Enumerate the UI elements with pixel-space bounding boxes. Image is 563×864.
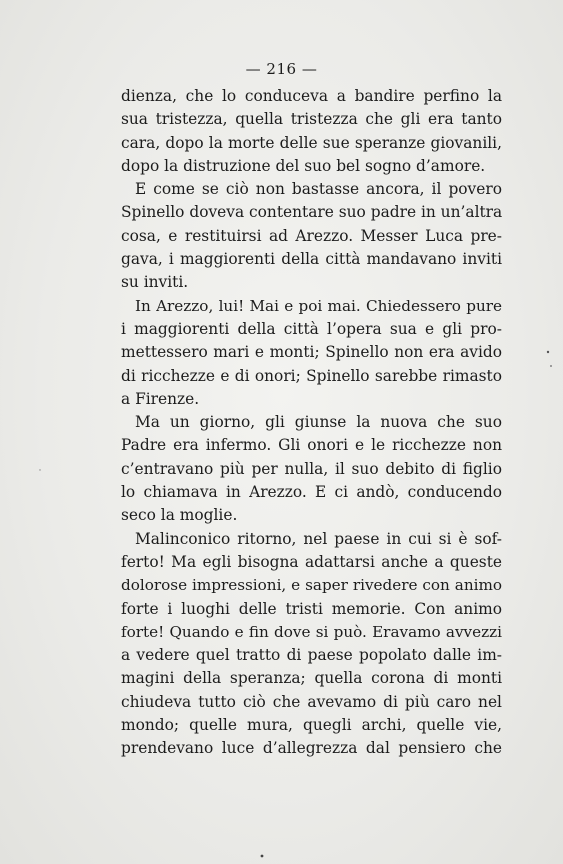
body-text <box>121 85 502 761</box>
text-line: seco la moglie. <box>121 506 238 525</box>
text-line: In Arezzo, lui! Mai e poi mai. Chiedessero pure <box>135 296 502 315</box>
text-line: dopo la distruzione del suo bel sogno d’amore. <box>121 156 486 175</box>
text-line: i maggiorenti della città l’opera sua e gli pro- <box>121 319 502 338</box>
text-line: forte! Quando e fin dove si può. Eravamo avvezzi <box>121 622 502 641</box>
text-line: su inviti. <box>121 273 189 292</box>
text-line: Malinconico ritorno, nel paese in cui si è sof- <box>135 529 502 548</box>
text-line: mettessero mari e monti; Spinello non era avido <box>121 343 502 362</box>
text-line: prendevano luce d’allegrezza dal pensiero che <box>121 739 502 758</box>
text-line: Ma un giorno, gli giunse la nuova che suo <box>135 413 502 432</box>
text-line: a Firenze. <box>121 389 200 408</box>
text-line: mondo; quelle mura, quegli archi, quelle vie, <box>121 716 502 735</box>
text-line: c’entravano più per nulla, il suo debito di figlio <box>121 459 502 478</box>
text-line: di ricchezze e di onori; Spinello sarebbe rimasto <box>121 366 502 385</box>
text-line: a vedere quel tratto di paese popolato dalle im- <box>121 646 502 665</box>
page-number: — 216 — <box>245 60 318 78</box>
text-line: gava, i maggiorenti della città mandavano inviti <box>121 250 502 269</box>
text-line: cosa, e restituirsi ad Arezzo. Messer Luca pre- <box>121 226 502 245</box>
text-line: dienza, che lo conduceva a bandire perfino la <box>121 87 502 105</box>
text-line: Spinello doveva contentare suo padre in un’altra <box>121 203 503 222</box>
text-line: sua tristezza, quella tristezza che gli era tanto <box>121 110 502 129</box>
text-line: cara, dopo la morte delle sue speranze giovanili, <box>121 133 502 152</box>
text-line: chiudeva tutto ciò che avevamo di più caro nel <box>121 692 502 711</box>
text-line: Padre era infermo. Gli onori e le ricchezze non <box>121 436 502 455</box>
text-line: dolorose impressioni, e saper rivedere con animo <box>121 576 502 595</box>
text-line: magini della speranza; quella corona di monti <box>121 669 502 688</box>
text-line: forte i luoghi delle tristi memorie. Con animo <box>121 599 502 618</box>
text-line: ferto! Ma egli bisogna adattarsi anche a queste <box>121 552 502 571</box>
text-line: lo chiamava in Arezzo. E ci andò, conducendo <box>121 483 502 502</box>
text-line: E come se ciò non bastasse ancora, il povero <box>135 180 502 199</box>
